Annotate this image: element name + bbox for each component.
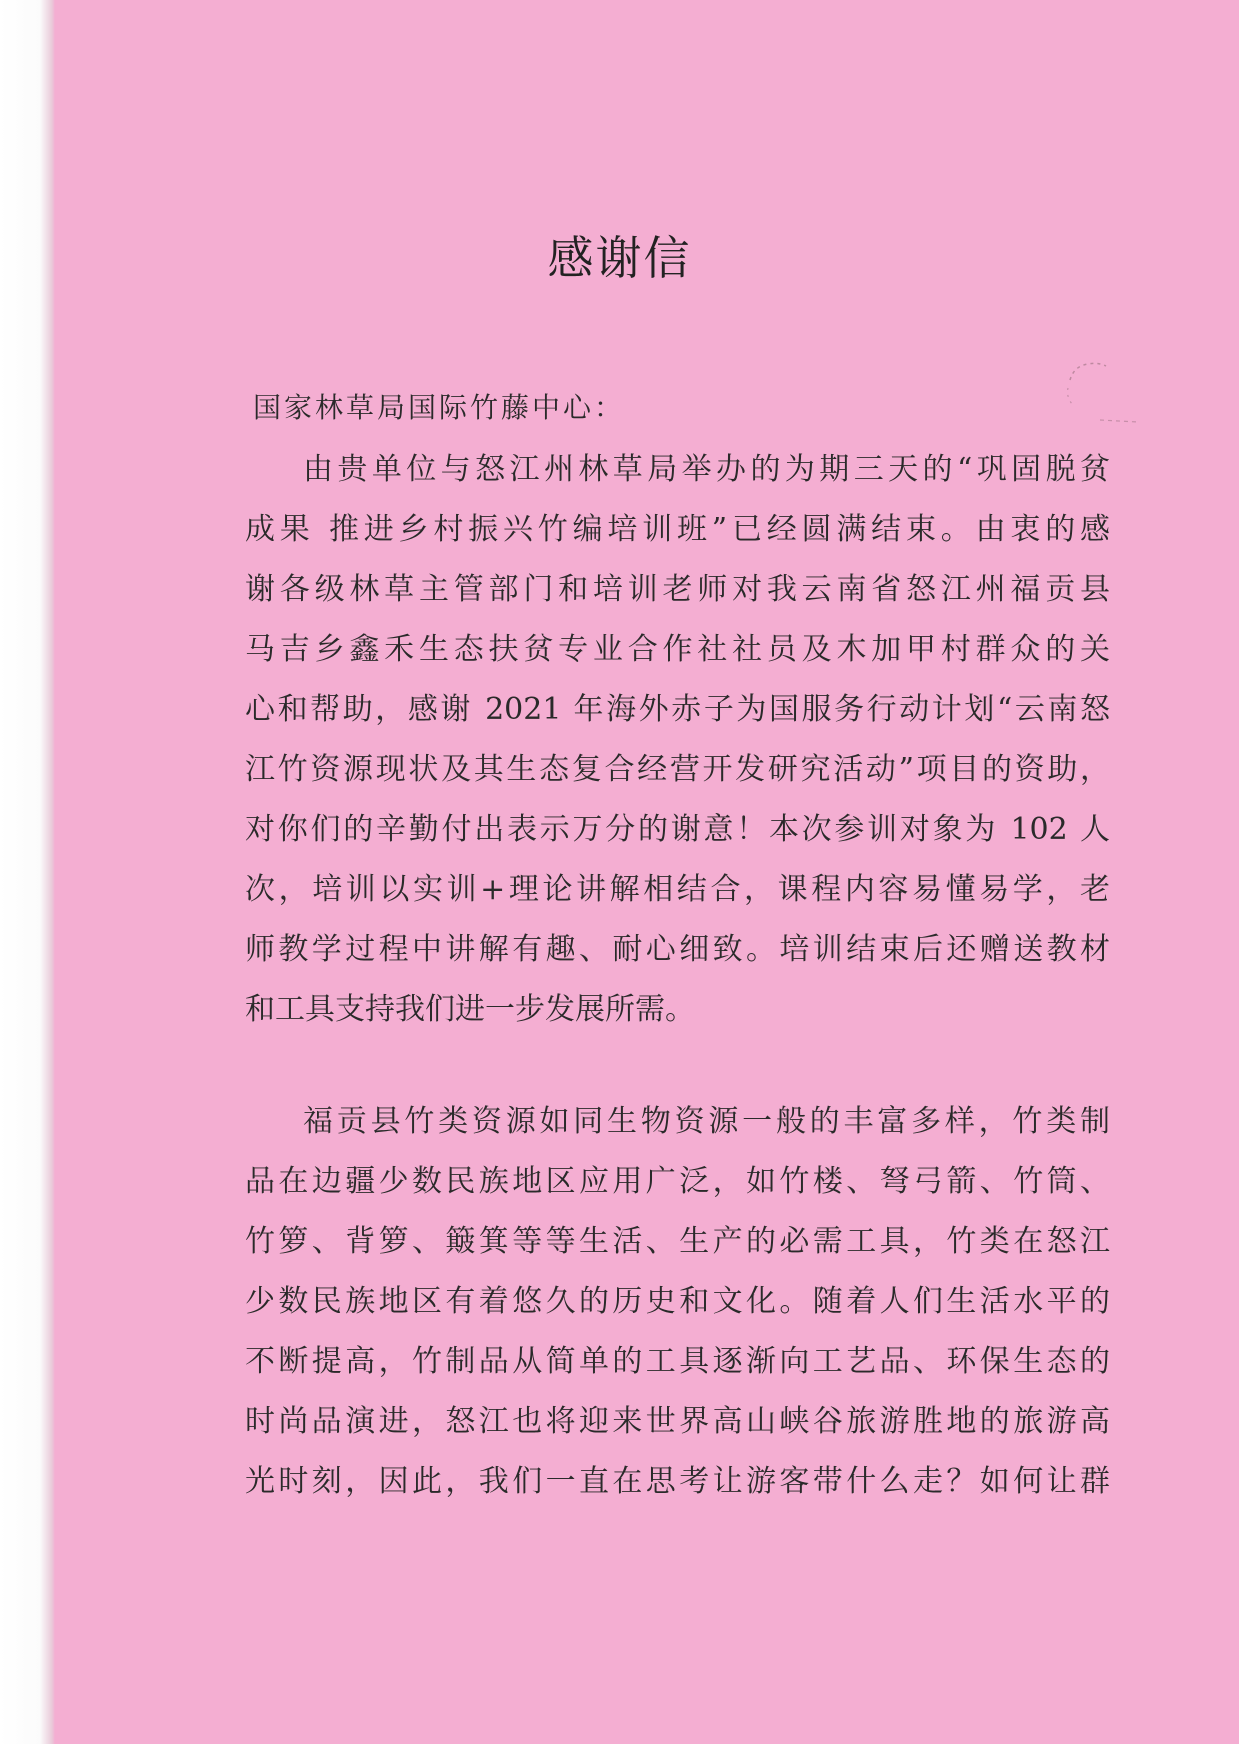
text-line: 江竹资源现状及其生态复合经营开发研究活动”项目的资助， (245, 752, 1110, 787)
letter-title: 感谢信 (547, 231, 692, 285)
text-line: 心和帮助，感谢 2021 年海外赤子为国服务行动计划“云南怒 (245, 692, 1110, 727)
text-line: 成果 推进乡村振兴竹编培训班”已经圆满结束。由衷的感 (245, 512, 1110, 547)
text-line: 对你们的辛勤付出表示万分的谢意！本次参训对象为 102 人 (245, 812, 1110, 847)
text-line: 少数民族地区有着悠久的历史和文化。随着人们生活水平的 (245, 1284, 1110, 1319)
text-line: 时尚品演进，怒江也将迎来世界高山峡谷旅游胜地的旅游高 (245, 1404, 1110, 1439)
text-line: 由贵单位与怒江州林草局举办的为期三天的“巩固脱贫 (303, 452, 1110, 487)
text-line: 不断提高，竹制品从简单的工具逐渐向工艺品、环保生态的 (245, 1344, 1110, 1379)
text-line: 福贡县竹类资源如同生物资源一般的丰富多样，竹类制 (303, 1104, 1110, 1139)
text-line: 师教学过程中讲解有趣、耐心细致。培训结束后还赠送教材 (245, 932, 1110, 967)
letter-salutation: 国家林草局国际竹藤中心： (253, 391, 626, 424)
text-line: 谢各级林草主管部门和培训老师对我云南省怒江州福贡县 (245, 572, 1110, 607)
scan-margin-bottom (0, 1744, 1239, 1752)
text-line: 光时刻，因此，我们一直在思考让游客带什么走？如何让群 (245, 1464, 1110, 1499)
paragraph-2 (245, 1092, 1110, 1512)
text-line: 马吉乡鑫禾生态扶贫专业合作社社员及木加甲村群众的关 (245, 632, 1110, 667)
text-line: 竹箩、背箩、簸箕等等生活、生产的必需工具，竹类在怒江 (245, 1224, 1110, 1259)
text-line: 和工具支持我们进一步发展所需。 (245, 992, 695, 1027)
scan-smudge-mark (1060, 354, 1140, 434)
paragraph-1 (245, 440, 1110, 1040)
text-line: 次，培训以实训+理论讲解相结合，课程内容易懂易学，老 (245, 872, 1110, 907)
text-line: 品在边疆少数民族地区应用广泛，如竹楼、弩弓箭、竹筒、 (245, 1164, 1110, 1199)
